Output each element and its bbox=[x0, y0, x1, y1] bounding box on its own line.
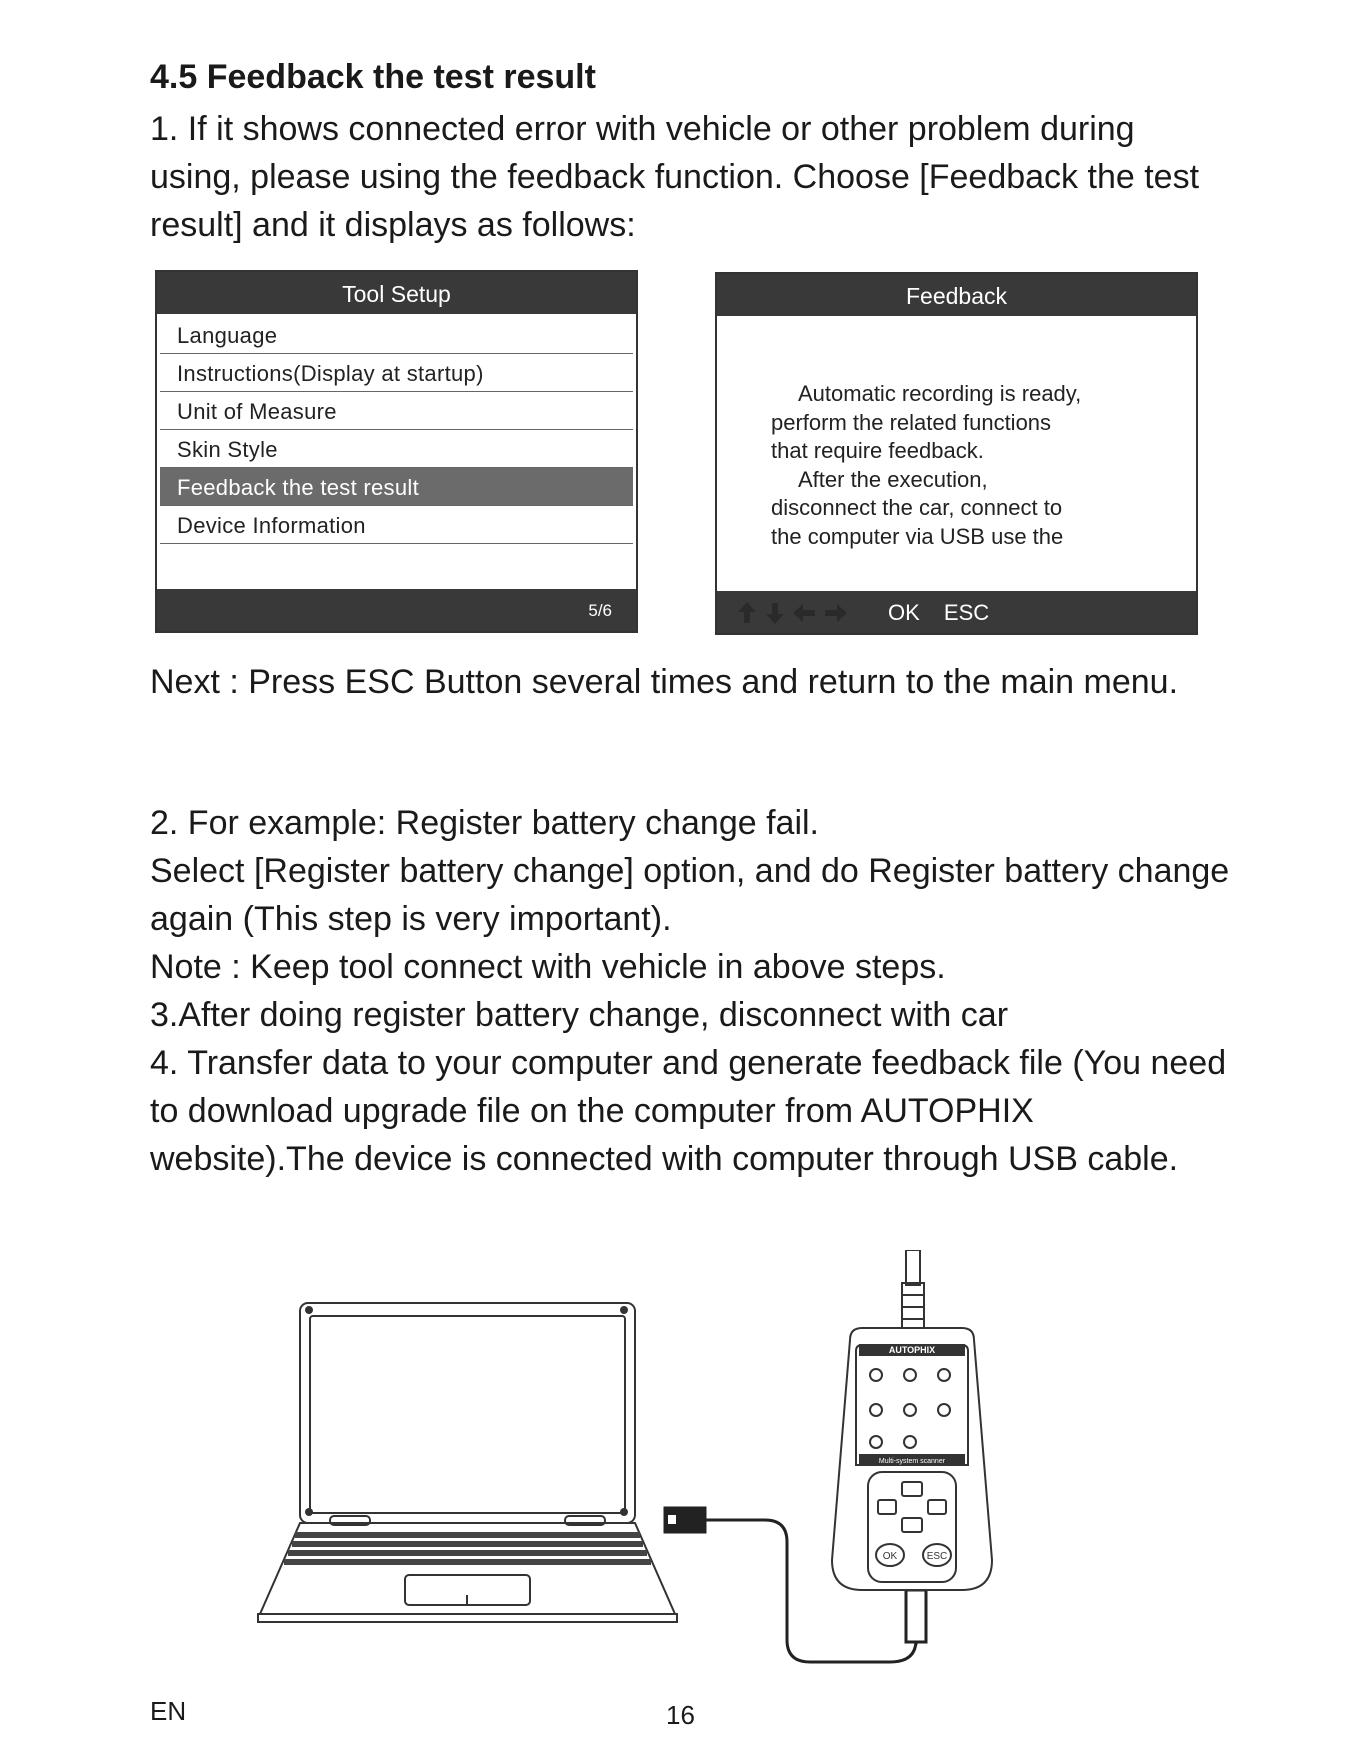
feedback-title: Feedback bbox=[717, 274, 1196, 316]
usb-connection-illustration bbox=[250, 1250, 1010, 1670]
scanner-screen-label: Multi-system scanner bbox=[878, 1458, 946, 1465]
left-arrow-icon bbox=[793, 604, 815, 622]
tool-setup-status-bar bbox=[157, 589, 636, 631]
right-arrow-icon bbox=[825, 604, 847, 622]
laptop-illustration bbox=[258, 1303, 677, 1622]
menu-item-instructions[interactable]: Instructions(Display at startup) bbox=[160, 354, 633, 392]
menu-item-feedback[interactable]: Feedback the test result bbox=[160, 468, 633, 506]
scanner-ok-key: OK bbox=[882, 1551, 898, 1562]
feedback-key-bar bbox=[717, 591, 1196, 633]
feedback-line: that require feedback. bbox=[771, 438, 984, 463]
feedback-message bbox=[771, 380, 1171, 551]
tool-setup-menu bbox=[160, 316, 633, 544]
language-marker: EN bbox=[150, 1696, 187, 1726]
menu-item-skin-style[interactable]: Skin Style bbox=[160, 430, 633, 468]
feedback-line: perform the related functions bbox=[771, 409, 1052, 435]
step3-paragraph: 3.After doing register battery change, disconnect with car bbox=[150, 996, 1009, 1034]
intro-paragraph: 1. If it shows connected error with vehicle or other problem during using, please using the feedback function. Choose [Feedback the test result] and it displays as follows: bbox=[150, 110, 1200, 244]
down-arrow-icon bbox=[766, 603, 784, 624]
scanner-esc-key: ESC bbox=[926, 1551, 948, 1562]
feedback-line: the computer via USB use the bbox=[771, 523, 1064, 549]
feedback-line: Automatic recording is ready, bbox=[798, 381, 1082, 406]
step2-paragraph: 2. For example: Register battery change fail. bbox=[150, 804, 819, 842]
ok-key-label[interactable]: OK bbox=[888, 600, 920, 625]
menu-item-language[interactable]: Language bbox=[160, 316, 633, 354]
menu-item-device-information[interactable]: Device Information bbox=[160, 506, 633, 544]
page-indicator: 5/6 bbox=[588, 601, 612, 620]
laptop-keyboard bbox=[284, 1532, 651, 1565]
tool-setup-screen bbox=[155, 270, 638, 633]
page-number: 16 bbox=[666, 1700, 695, 1730]
esc-key-label[interactable]: ESC bbox=[943, 600, 990, 625]
feedback-line: After the execution, bbox=[798, 466, 988, 492]
up-arrow-icon bbox=[738, 602, 756, 623]
feedback-line: disconnect the car, connect to bbox=[771, 495, 1063, 520]
note-paragraph: Note : Keep tool connect with vehicle in above steps. bbox=[150, 948, 946, 986]
scanner-device-illustration bbox=[832, 1250, 992, 1590]
menu-item-unit-of-measure[interactable]: Unit of Measure bbox=[160, 392, 633, 430]
tool-setup-title: Tool Setup bbox=[157, 272, 636, 314]
step2-detail-paragraph: Select [Register battery change] option, and do Register battery change again (This step is very important). bbox=[150, 852, 1230, 938]
scanner-brand: AUTOPHIX bbox=[888, 1345, 936, 1355]
next-paragraph: Next : Press ESC Button several times and return to the main menu. bbox=[150, 663, 1179, 701]
feedback-screen bbox=[715, 272, 1198, 635]
section-heading: 4.5 Feedback the test result bbox=[150, 58, 596, 96]
step4-paragraph: 4. Transfer data to your computer and generate feedback file (You need to download upgrade file on the computer from AUTOPHIX website).The device is connected with computer through USB cable. bbox=[150, 1044, 1227, 1178]
